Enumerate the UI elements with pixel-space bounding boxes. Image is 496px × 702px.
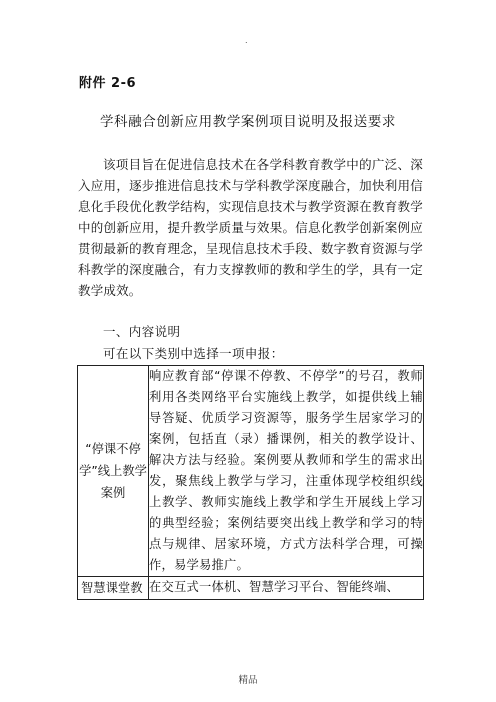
document-title: 学科融合创新应用教学案例项目说明及报送要求 xyxy=(99,114,397,130)
table-row xyxy=(78,577,424,600)
annex-label: 附件 2-6 xyxy=(79,76,137,91)
table-row xyxy=(78,366,424,577)
page-footer: 精品 xyxy=(238,675,258,686)
category-name-cell: 智慧课堂教 xyxy=(78,577,149,600)
page-header-mark: . xyxy=(245,36,248,45)
intro-paragraph: 该项目旨在促进信息技术在各学科教育教学中的广泛、深入应用，逐步推进信息技术与学科教学深度融合，加快利用信息化手段优化教学结构，实现信息技术与教学资源在教育教学中的创新应用，提升教学质量与效果。信息化教学创新案例应贯彻最新的教育理念，呈现信息技术手段、数字教育资源与学科教学的深度融合，有力支撑教师的教和学生的学，具有一定教学成效。 xyxy=(78,157,423,298)
category-description-cell: 响应教育部“停课不停教、不停学”的号召，教师利用各类网络平台实施线上教学，如提供线上辅导答疑、优质学习资源等，服务学生居家学习的案例，包括直（录）播课例，相关的教学设计、解决方法与经验。案例要从教师和学生的需求出发，聚焦线上教学与学习，注重体现学校组织线上教学、教师实施线上教学和学生开展线上学习的典型经验；案例结要突出线上教学和学习的特点与规律、居家环境，方式方法科学合理，可操作，易学易推广。 xyxy=(149,366,424,577)
section-intro-text: 可在以下类别中选择一项申报： xyxy=(103,346,284,361)
category-description-cell: 在交互式一体机、智慧学习平台、智能终端、 xyxy=(149,577,424,600)
section-heading: 一、内容说明 xyxy=(103,324,181,339)
category-name-cell: “停课不停学”线上教学案例 xyxy=(78,366,149,577)
category-table xyxy=(77,365,424,600)
